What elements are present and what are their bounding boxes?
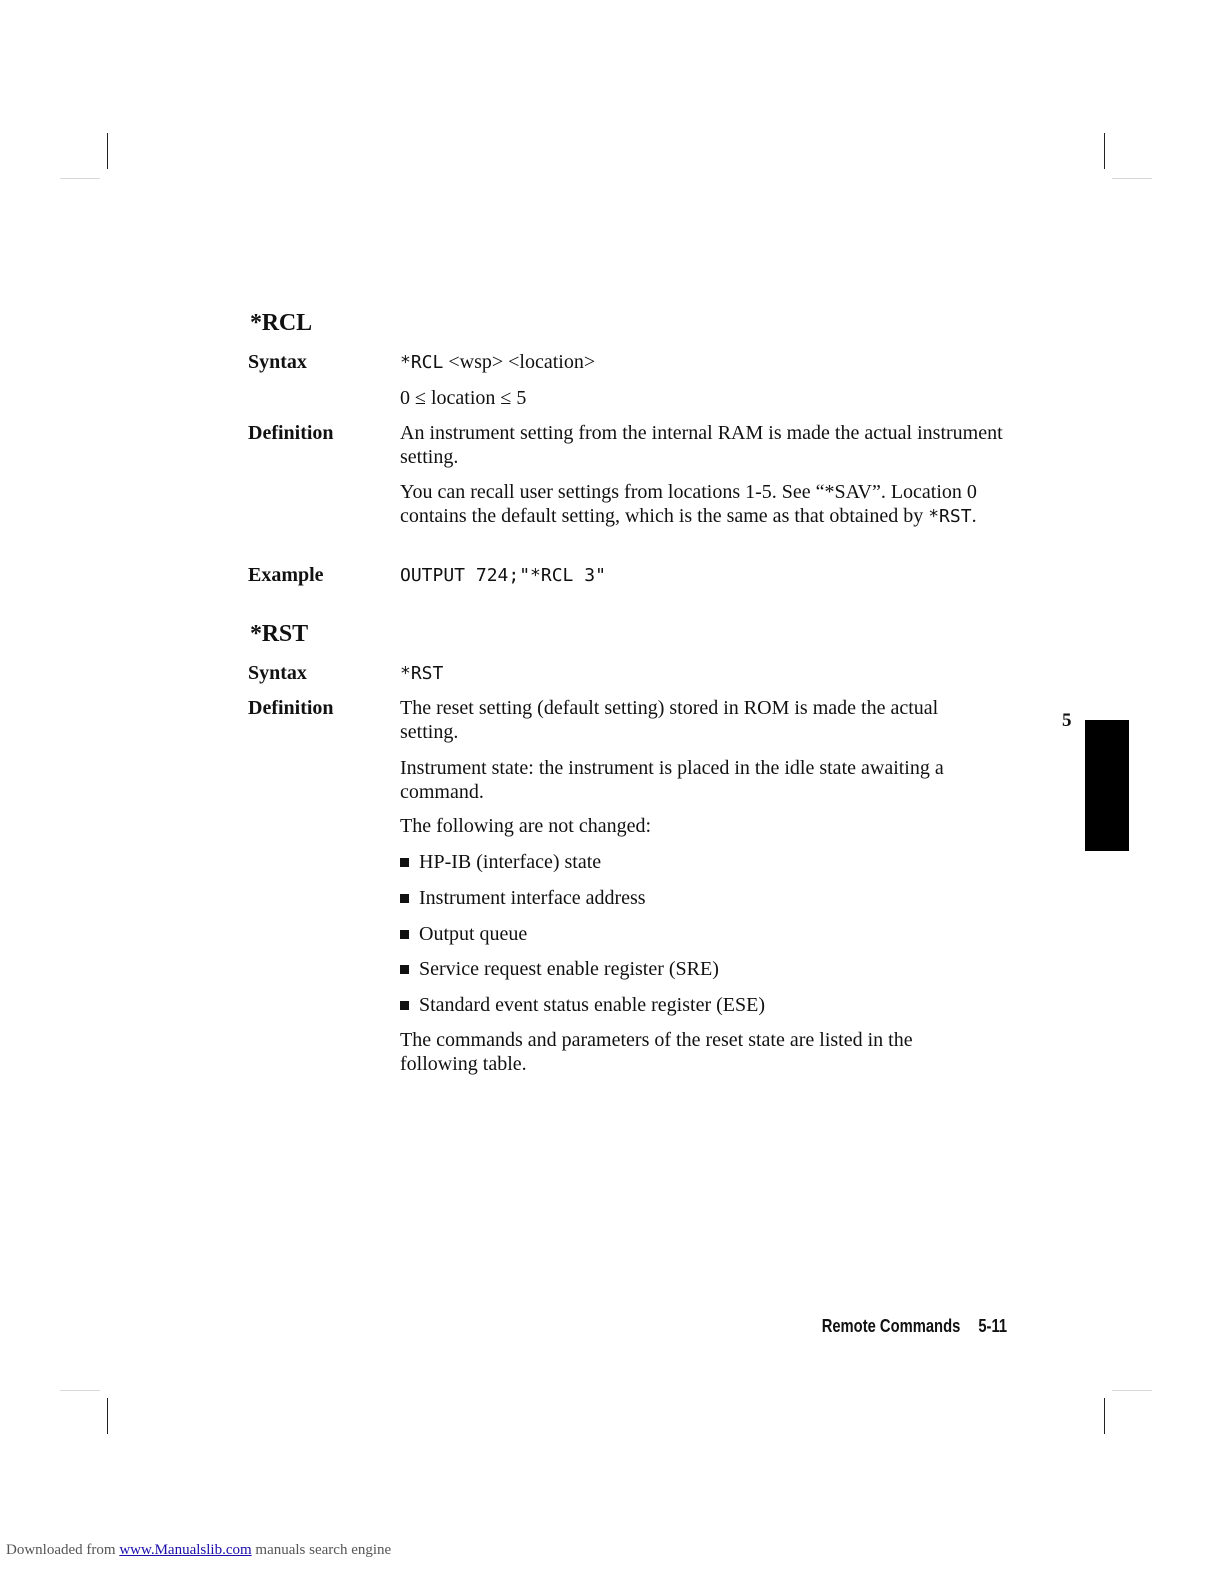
rst-bullet-text: Output queue — [419, 923, 528, 945]
rst-bullet-text: Standard event status enable register (ESE) — [419, 994, 765, 1016]
crop-mark-bottom-left-h — [60, 1390, 100, 1391]
rst-bullet-text: Service request enable register (SRE) — [419, 958, 719, 980]
rst-bullet-text: Instrument interface address — [419, 887, 646, 909]
crop-mark-bottom-right — [1104, 1398, 1105, 1434]
rst-definition-paragraph-4: The commands and parameters of the reset state are listed in the following table. — [400, 1029, 913, 1075]
bullet-square-icon — [400, 858, 409, 867]
crop-mark-top-left — [107, 133, 108, 169]
footer-section-title: Remote Commands — [821, 1316, 961, 1336]
rcl-definition-paragraph-2-end: . — [971, 504, 977, 527]
rst-definition-paragraph-1: The reset setting (default setting) stored in ROM is made the actual setting. — [400, 697, 939, 743]
rcl-example-label: Example — [248, 564, 324, 586]
rcl-definition-paragraph-2-text: You can recall user settings from locations 1-5. See “*SAV”. Location 0 contains the default setting, which is the same as that obtained by — [400, 481, 977, 527]
crop-mark-top-right-h — [1112, 178, 1152, 179]
crop-mark-top-right — [1104, 133, 1105, 169]
download-suffix: manuals search engine — [251, 1542, 392, 1558]
footer-page-number: 5-11 — [978, 1316, 1007, 1336]
chapter-tab-number: 5 — [1062, 710, 1072, 731]
rcl-syntax-label: Syntax — [248, 351, 307, 373]
rcl-definition-paragraph-2 — [400, 481, 980, 528]
rcl-syntax — [400, 351, 1010, 375]
rst-definition-paragraph-3: The following are not changed: — [400, 815, 652, 837]
rst-definition-label: Definition — [248, 697, 334, 719]
rcl-example-code: OUTPUT 724;"*RCL 3" — [400, 565, 606, 586]
bullet-square-icon — [400, 930, 409, 939]
rst-syntax-label: Syntax — [248, 662, 307, 684]
chapter-thumb-tab — [1085, 720, 1129, 851]
crop-mark-bottom-left — [107, 1398, 108, 1434]
rcl-location-range: 0 ≤ location ≤ 5 — [400, 387, 527, 409]
crop-mark-bottom-right-h — [1112, 1390, 1152, 1391]
rcl-syntax-params: <wsp> <location> — [443, 351, 596, 373]
bullet-square-icon — [400, 1001, 409, 1010]
rcl-definition-label: Definition — [248, 422, 334, 444]
download-notice — [6, 1542, 391, 1559]
rst-definition-paragraph-2: Instrument state: the instrument is placed in the idle state awaiting a command. — [400, 757, 944, 803]
rcl-definition-paragraph-2-code: *RST — [928, 505, 972, 527]
rst-bullet-item — [400, 958, 719, 982]
rst-bullet-item — [400, 851, 601, 875]
bullet-square-icon — [400, 894, 409, 903]
rst-bullet-item — [400, 923, 527, 947]
rst-syntax-command: *RST — [400, 663, 444, 684]
rst-bullet-text: HP-IB (interface) state — [419, 851, 602, 873]
rcl-heading: *RCL — [250, 310, 312, 336]
bullet-square-icon — [400, 965, 409, 974]
rst-heading: *RST — [250, 621, 308, 647]
crop-mark-top-left-h — [60, 178, 100, 179]
rcl-definition-paragraph-1: An instrument setting from the internal RAM is made the actual instrument setting. — [400, 422, 1003, 468]
rst-bullet-item — [400, 887, 646, 911]
manualslib-link[interactable]: www.Manualslib.com — [119, 1542, 252, 1558]
page-footer — [822, 1316, 1007, 1337]
rcl-syntax-command: *RCL — [400, 352, 444, 373]
download-prefix: Downloaded from — [6, 1542, 120, 1558]
rst-bullet-item — [400, 994, 765, 1018]
